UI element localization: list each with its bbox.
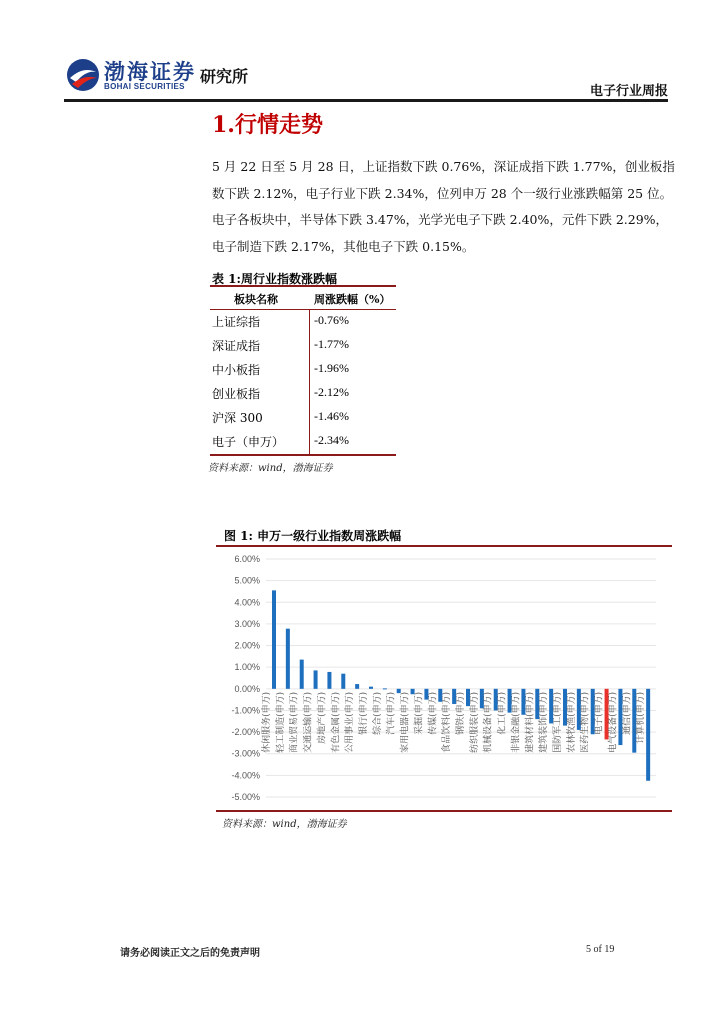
chart-bar (355, 684, 359, 689)
x-category-label: 商业贸易(申万) (289, 691, 300, 753)
y-tick-label: 6.00% (234, 554, 260, 564)
index-change: -0.76% (314, 313, 349, 327)
x-category-label: 家用电器(申万) (400, 691, 411, 753)
figure-caption: 图 1: 申万一级行业指数周涨跌幅 (224, 529, 402, 543)
index-name: 上证综指 (212, 315, 261, 329)
y-tick-label: 2.00% (234, 640, 260, 651)
x-category-label: 食品饮料(申万) (442, 691, 453, 753)
x-category-label: 建筑装饰(申万) (539, 691, 550, 753)
table-bottom-rule (210, 454, 396, 456)
paragraph-line: 5 月 22 日至 5 月 28 日，上证指数下跌 0.76%，深证成指下跌 1.77%，创业板指 (212, 159, 675, 174)
table-caption: 表 1:周行业指数涨跌幅 (212, 272, 337, 286)
table-row (210, 309, 396, 333)
y-tick-label: 4.00% (234, 597, 260, 608)
index-name: 电子（申万） (212, 435, 285, 449)
page-header (64, 52, 668, 98)
chart-bar (341, 674, 345, 689)
x-category-label: 轻工制造(申万) (275, 691, 286, 753)
table-header-change: 周涨跌幅（%） (314, 293, 391, 306)
logo-english-name: BOHAI SECURITIES (104, 82, 185, 91)
x-category-label: 建筑材料(申万) (525, 691, 536, 753)
x-category-label: 计算机(申万) (636, 691, 647, 744)
x-category-label: 纺织服装(申万) (469, 691, 480, 753)
x-category-label: 通信(申万) (622, 691, 633, 735)
y-tick-label: -1.00% (231, 705, 260, 716)
index-change: -1.77% (314, 337, 349, 351)
table-header-name: 板块名称 (234, 293, 278, 306)
chart-bar (327, 672, 331, 689)
paragraph-line: 数下跌 2.12%，电子行业下跌 2.34%，位列申万 28 个一级行业涨跌幅第 25 位。 (212, 185, 673, 201)
table-row (210, 405, 396, 429)
logo-chinese-name: 渤海证券 (104, 59, 196, 84)
footer-disclaimer: 请务必阅读正文之后的免责声明 (120, 948, 260, 959)
y-tick-label: -5.00% (231, 792, 260, 802)
chart-bar (286, 629, 290, 689)
chart-bar (272, 590, 276, 688)
x-category-label: 农林牧渔(申万) (566, 691, 577, 753)
x-category-label: 化工(申万) (497, 691, 508, 735)
x-category-label: 非银金融(申万) (511, 691, 522, 753)
paragraph-line: 电子各板块中，半导体下跌 3.47%，光学光电子下跌 2.40%，元件下跌 2.29%， (212, 212, 669, 227)
index-change: -1.46% (314, 409, 349, 423)
header-divider (64, 99, 668, 102)
y-tick-label: -4.00% (231, 770, 260, 781)
market-summary-paragraph (212, 154, 675, 260)
paragraph-line: 电子制造下跌 2.17%，其他电子下跌 0.15%。 (212, 238, 475, 254)
x-category-label: 医药生物(申万) (580, 691, 591, 753)
x-category-label: 休闲服务(申万) (262, 691, 272, 753)
y-tick-label: -3.00% (231, 748, 260, 759)
y-tick-label: 3.00% (234, 618, 260, 629)
table-row (210, 381, 396, 405)
x-category-label: 公用事业(申万) (345, 691, 356, 753)
chart-bar (314, 670, 318, 688)
figure-bottom-rule (216, 810, 672, 812)
x-category-label: 综合(申万) (372, 691, 383, 735)
x-category-label: 汽车(申万) (386, 691, 397, 735)
table-row (210, 429, 396, 453)
table-body (210, 309, 396, 453)
x-category-label: 钢铁(申万) (456, 691, 466, 735)
x-category-label: 房地产(申万) (317, 691, 328, 744)
index-name: 深证成指 (212, 339, 261, 353)
x-category-label: 有色金属(申万) (331, 691, 342, 753)
x-category-label: 采掘(申万) (414, 691, 425, 735)
x-category-label: 电气设备(申万) (608, 691, 619, 753)
table-row (210, 357, 396, 381)
y-tick-label: 1.00% (234, 662, 260, 673)
x-category-label: 交通运输(申万) (303, 691, 314, 753)
chart-bar (383, 688, 387, 689)
report-type-label: 电子行业周报 (589, 84, 668, 99)
table-row (210, 333, 396, 357)
x-category-label: 传媒(申万) (428, 691, 439, 735)
index-change: -2.12% (314, 385, 349, 399)
y-tick-label: 0.00% (234, 683, 260, 694)
bohai-logo-icon (66, 58, 100, 92)
index-name: 中小板指 (212, 363, 261, 377)
table-header (210, 287, 396, 309)
x-category-label: 机械设备(申万) (483, 691, 494, 753)
chart-bar (369, 687, 373, 689)
y-tick-label: -2.00% (231, 727, 260, 738)
x-category-label: 国防军工(申万) (553, 691, 563, 753)
page-number: 5 of 19 (586, 944, 615, 955)
chart-bar (300, 660, 304, 689)
x-category-label: 银行(申万) (359, 691, 369, 735)
index-change: -1.96% (314, 361, 349, 375)
figure-source-note: 资料来源：wind，渤海证券 (222, 819, 347, 830)
y-tick-label: 5.00% (234, 575, 260, 586)
index-change: -2.34% (314, 433, 349, 447)
section-title: 1.行情走势 (212, 112, 323, 138)
index-name: 沪深 300 (212, 411, 263, 425)
institute-label: 研究所 (200, 67, 249, 86)
x-category-label: 电子(申万) (594, 691, 605, 735)
chart-bar (646, 689, 650, 781)
industry-weekly-change-chart (216, 547, 672, 809)
table-source-note: 资料来源：wind，渤海证券 (208, 463, 333, 474)
index-name: 创业板指 (212, 387, 261, 401)
